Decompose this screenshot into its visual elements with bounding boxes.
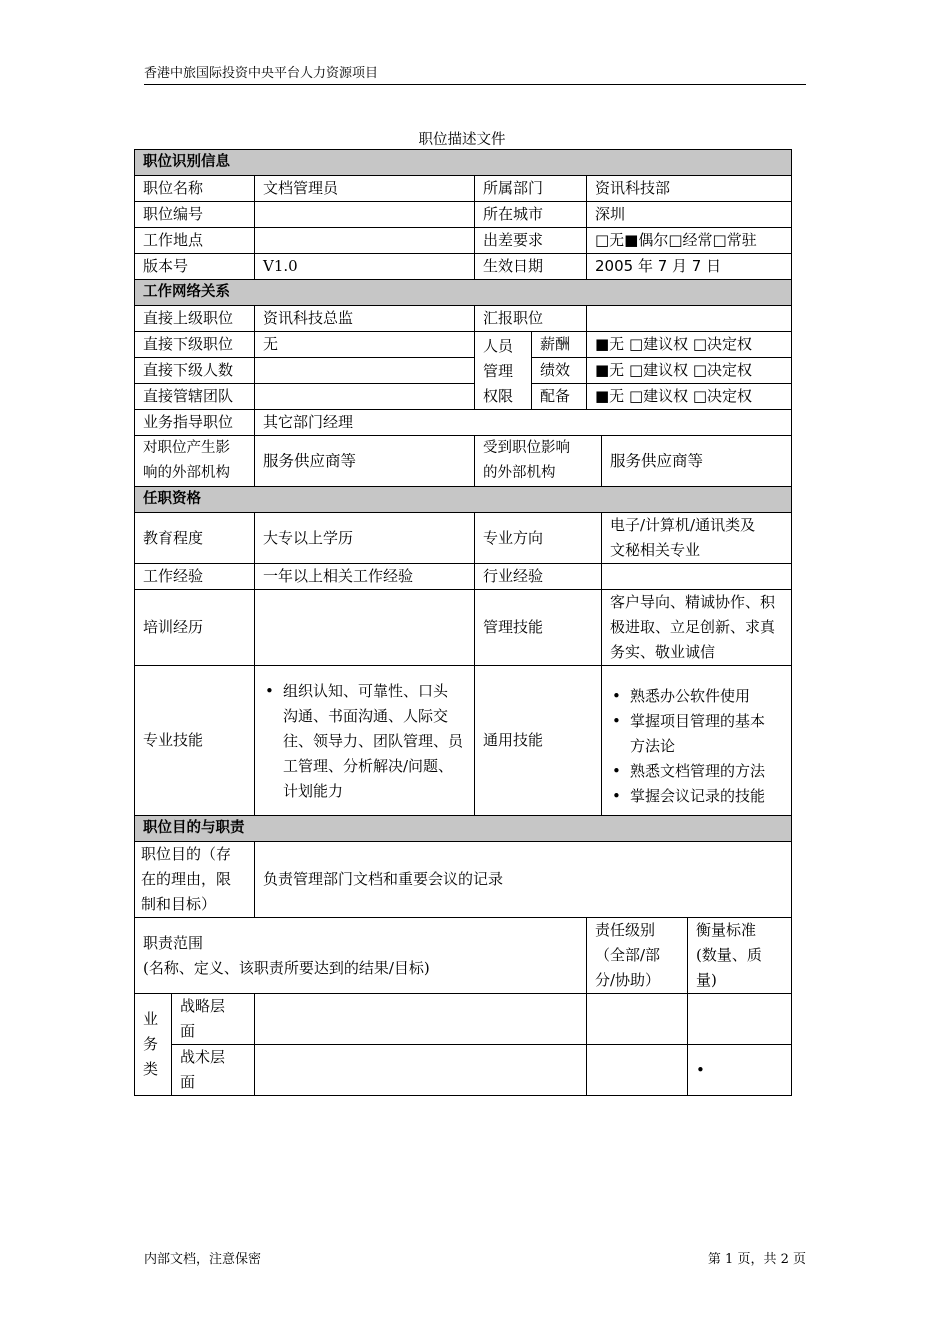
scope-label: [135, 918, 587, 994]
document-title: 职位描述文件: [418, 132, 506, 148]
education-label: 教育程度: [135, 513, 255, 564]
strategic-label: [172, 994, 255, 1045]
guidance-value: 其它部门经理: [255, 410, 792, 436]
prof-skill-label: 专业技能: [135, 666, 255, 816]
mgmt-skill-line1: 客户导向、精诚协作、积: [610, 593, 776, 611]
purpose-label-line2: 在的理由，限: [141, 870, 232, 888]
direct-superior-label: 直接上级职位: [135, 306, 255, 332]
authority-label-line2: 管理: [483, 361, 514, 380]
mgmt-skill-line2: 极进取、立足创新、求真: [610, 618, 776, 636]
mgmt-skill-line3: 务实、敬业诚信: [610, 643, 716, 661]
city-value: 深圳: [587, 202, 792, 228]
influenced-label-line2: 的外部机构: [483, 465, 556, 481]
position-code-value: [255, 202, 475, 228]
report-value: [587, 306, 792, 332]
measure-label-line2: (数量、质: [696, 946, 762, 964]
measure-label-line3: 量): [696, 971, 717, 989]
prof-skill-line3: 往、领导力、团队管理、员: [283, 731, 464, 750]
business-category-label: [135, 994, 172, 1096]
travel-label: 出差要求: [475, 228, 587, 254]
tactical-label-line2: 面: [180, 1073, 196, 1091]
position-name-label: 职位名称: [135, 176, 255, 202]
level-label-line1: 责任级别: [595, 921, 656, 939]
section-purpose: 职位目的与职责: [135, 816, 792, 842]
tactical-level: [587, 1045, 688, 1096]
section-network: 工作网络关系: [135, 280, 792, 306]
staffing-label: 配备: [532, 384, 587, 410]
location-value: [255, 228, 475, 254]
effective-date-label: 生效日期: [475, 254, 587, 280]
direct-superior-value: 资讯科技总监: [255, 306, 475, 332]
section-qualification: 任职资格: [135, 487, 792, 513]
influence-out-label-line2: 响的外部机构: [143, 465, 230, 481]
version-value: V1.0: [255, 254, 475, 280]
prof-skill-item: [283, 679, 466, 804]
major-line2: 文秘相关专业: [610, 541, 701, 559]
travel-value: □无■偶尔□经常□常驻: [587, 228, 792, 254]
salary-value: ■无 □建议权 □决定权: [587, 332, 792, 358]
performance-label: 绩效: [532, 358, 587, 384]
prof-skill-line4: 工管理、分析解决/问题、: [283, 756, 454, 775]
position-name-value: 文档管理员: [255, 176, 475, 202]
level-label: [587, 918, 688, 994]
business-label-line3: 类: [143, 1060, 159, 1078]
sub-count-label: 直接下级人数: [135, 358, 255, 384]
team-value: [255, 384, 475, 410]
footer-page-number: 第 1 页，共 2 页: [707, 1252, 806, 1267]
influenced-label: [475, 436, 602, 487]
prof-skill-line2: 沟通、书面沟通、人际交: [283, 706, 449, 725]
tactical-label-line1: 战术层: [180, 1048, 226, 1066]
page-header: 香港中旅国际投资中央平台人力资源项目: [144, 62, 806, 85]
tactical-measure: •: [688, 1045, 792, 1096]
authority-label: [475, 332, 532, 410]
major-value: [602, 513, 792, 564]
purpose-label-line1: 职位目的（存: [141, 845, 232, 863]
general-skill-item-2: [630, 709, 783, 759]
general-skill-item-3: • 熟悉文档管理的方法: [630, 759, 783, 784]
authority-label-line3: 权限: [483, 386, 514, 405]
business-label-line1: 业: [143, 1010, 159, 1028]
scope-label-line1: 职责范围: [143, 933, 204, 952]
team-label: 直接管辖团队: [135, 384, 255, 410]
industry-label: 行业经验: [475, 564, 602, 590]
measure-label-line1: 衡量标准: [696, 921, 757, 939]
footer-confidential: 内部文档，注意保密: [144, 1252, 262, 1267]
tactical-scope: [255, 1045, 587, 1096]
level-label-line2: （全部/部: [595, 946, 661, 964]
staffing-value: ■无 □建议权 □决定权: [587, 384, 792, 410]
influence-out-label-line1: 对职位产生影: [143, 440, 230, 456]
industry-value: [602, 564, 792, 590]
sub-count-value: [255, 358, 475, 384]
city-label: 所在城市: [475, 202, 587, 228]
salary-label: 薪酬: [532, 332, 587, 358]
authority-label-line1: 人员: [483, 336, 514, 355]
major-label: 专业方向: [475, 513, 602, 564]
experience-label: 工作经验: [135, 564, 255, 590]
department-value: 资讯科技部: [587, 176, 792, 202]
version-label: 版本号: [135, 254, 255, 280]
measure-label: [688, 918, 792, 994]
major-line1: 电子/计算机/通讯类及: [610, 516, 756, 534]
general-skill-item-4: • 掌握会议记录的技能: [630, 784, 783, 809]
training-value: [255, 590, 475, 666]
job-description-table: [134, 149, 792, 1096]
level-label-line3: 分/协助）: [595, 971, 661, 989]
strategic-level: [587, 994, 688, 1045]
prof-skill-list: [263, 679, 466, 804]
direct-sub-value: 无: [255, 332, 475, 358]
purpose-value: 负责管理部门文档和重要会议的记录: [255, 842, 792, 918]
general-skill-item-2-line1: • 掌握项目管理的基本: [630, 712, 766, 730]
department-label: 所属部门: [475, 176, 587, 202]
purpose-label: [135, 842, 255, 918]
training-label: 培训经历: [135, 590, 255, 666]
prof-skill-line5: 计划能力: [283, 781, 344, 800]
guidance-label: 业务指导职位: [135, 410, 255, 436]
general-skill-item-2-line2: 方法论: [630, 737, 676, 755]
general-skill-item-1: • 熟悉办公软件使用: [630, 684, 783, 709]
strategic-label-line1: 战略层: [180, 997, 226, 1015]
report-label: 汇报职位: [475, 306, 587, 332]
section-identification: 职位识别信息: [135, 150, 792, 176]
strategic-scope: [255, 994, 587, 1045]
direct-sub-label: 直接下级职位: [135, 332, 255, 358]
influence-out-label: [135, 436, 255, 487]
mgmt-skill-value: [602, 590, 792, 666]
position-code-label: 职位编号: [135, 202, 255, 228]
experience-value: 一年以上相关工作经验: [255, 564, 475, 590]
tactical-label: [172, 1045, 255, 1096]
performance-value: ■无 □建议权 □决定权: [587, 358, 792, 384]
prof-skill-value: [255, 666, 475, 816]
education-value: 大专以上学历: [255, 513, 475, 564]
mgmt-skill-label: 管理技能: [475, 590, 602, 666]
influenced-label-line1: 受到职位影响: [483, 440, 570, 456]
general-skill-label: 通用技能: [475, 666, 602, 816]
general-skill-list: [610, 684, 783, 809]
prof-skill-line1: • 组织认知、可靠性、口头: [283, 681, 449, 700]
scope-label-line2: (名称、定义、该职责所要达到的结果/目标): [143, 958, 430, 977]
influenced-value: 服务供应商等: [602, 436, 792, 487]
purpose-label-line3: 制和目标）: [141, 895, 217, 913]
strategic-measure: [688, 994, 792, 1045]
business-label-line2: 务: [143, 1035, 159, 1053]
strategic-label-line2: 面: [180, 1022, 196, 1040]
location-label: 工作地点: [135, 228, 255, 254]
effective-date-value: 2005 年 7 月 7 日: [587, 254, 792, 280]
influence-out-value: 服务供应商等: [255, 436, 475, 487]
general-skill-value: [602, 666, 792, 816]
